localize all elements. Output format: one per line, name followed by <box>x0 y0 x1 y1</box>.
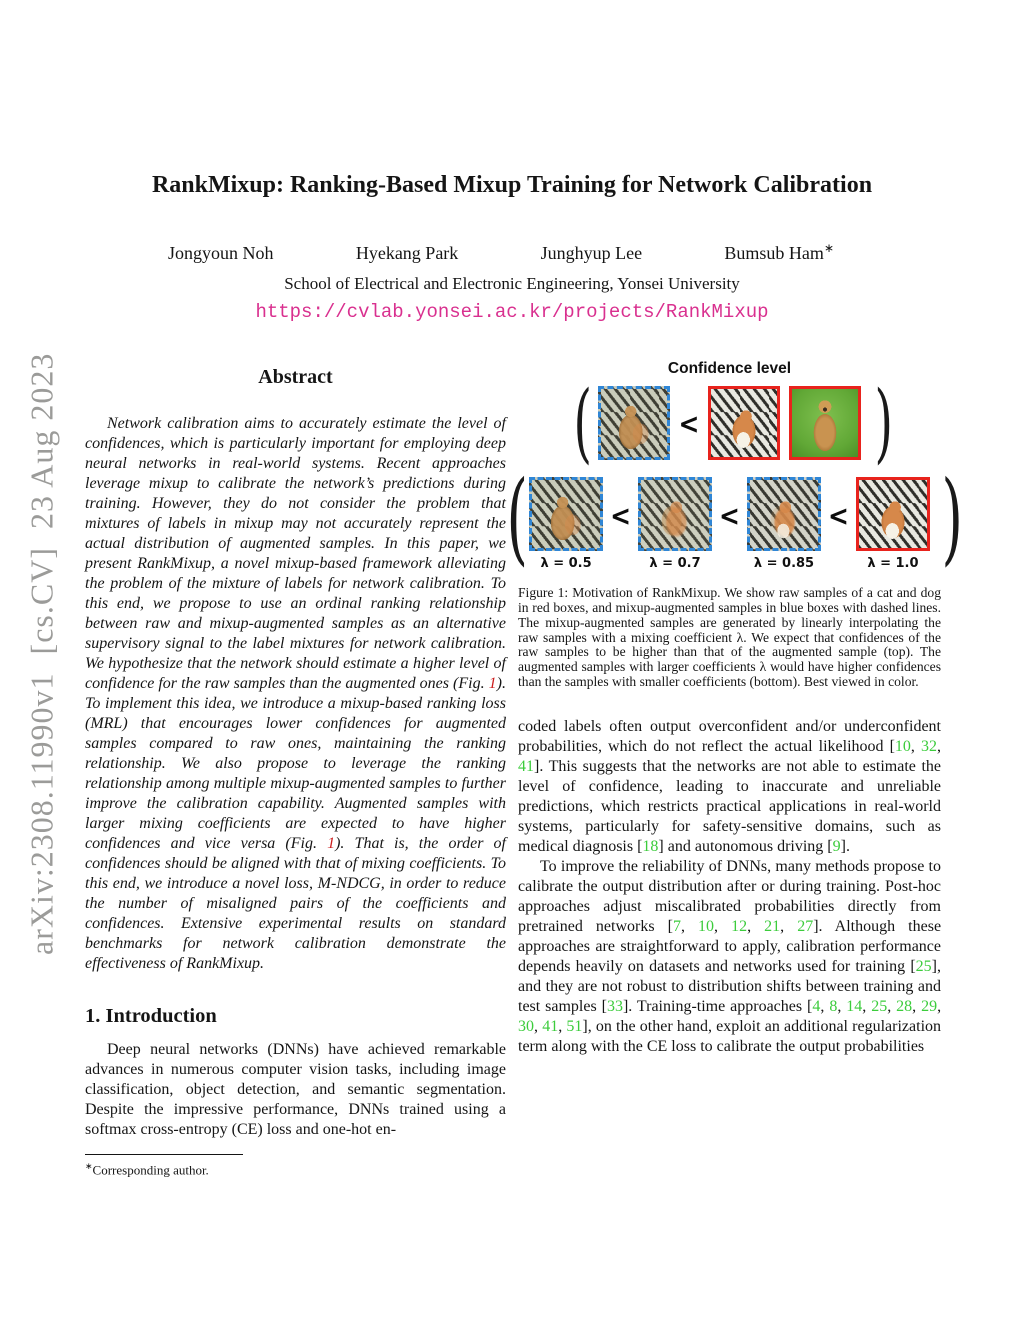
project-url-link[interactable]: https://cvlab.yonsei.ac.kr/projects/RankMixup <box>255 301 769 323</box>
body-paragraph-2: To improve the reliability of DNNs, many methods propose to calibrate the output distribution after or during training. Post-hoc approaches adjust miscalibrated probabilities directly from pretrained networks [7, 10, 12, 21, 27]. Although these approaches are straightforward to apply, calibration performance depends heavily on datasets and networks used for training [25], and they are not robust to distribution shifts between training and test samples [33]. Training-time approaches [4, 8, 14, 25, 28, 29, 30, 41, 51], on the other hand, exploit an additional regularization term along with the CE loss to calibrate the output probabilities <box>518 858 942 1056</box>
sample-cell-lambda-085 <box>747 477 821 571</box>
arxiv-stamp: arXiv:2308.11990v1 [cs.CV] 23 Aug 2023 <box>23 352 60 956</box>
raw-cat-photo <box>708 386 780 460</box>
close-paren: ) <box>941 458 963 576</box>
less-than-icon: < <box>678 406 700 441</box>
less-than-icon: < <box>719 498 740 533</box>
mixup-sample-photo-lambda-07 <box>638 477 712 551</box>
author-2: Hyekang Park <box>355 243 459 263</box>
open-paren: ( <box>573 373 592 473</box>
footnote-rule <box>85 1154 243 1155</box>
footnote <box>85 1154 506 1178</box>
sample-cell-lambda-10 <box>856 477 930 571</box>
figure-caption: Figure 1: Motivation of RankMixup. We show raw samples of a cat and dog in red boxes, and mixup-augmented samples in blue boxes with dashed lines. The mixup-augmented samples are generated by linearly interpolating the raw samples with a mixing coefficient λ. We expect that confidences of the raw samples to be higher than that of the augmented sample (top). The augmented samples with larger coefficients λ would have higher confidences than the samples with smaller coefficients (bottom). Best viewed in color. <box>518 584 941 690</box>
paper-title: RankMixup: Ranking-Based Mixup Training for Network Calibration <box>151 172 873 198</box>
authors-row <box>168 241 834 264</box>
mixup-sample-photo-lambda-085 <box>747 477 821 551</box>
sample-cell-lambda-07 <box>638 477 712 571</box>
raw-cat-photo-lambda-10 <box>856 477 930 551</box>
lambda-label: λ = 0.7 <box>649 555 701 571</box>
intro-paragraph: Deep neural networks (DNNs) have achieved remarkable advances in numerous computer vision tasks, including image classification, object detection, and semantic segmentation. Despite the impressive performance, DNNs trained using a softmax cross-entropy (CE) loss and one-hot en- <box>85 1041 506 1138</box>
body-paragraph-1: coded labels often output overconfident and/or underconfident probabilities, which do not reflect the actual likelihood [10, 32, 41]. This suggests that the networks are not able to estimate the level of confidence, leading to inaccurate and unreliable predictions, which restricts practical applications in real-world systems, particularly for safety-sensitive domains, such as medical diagnosis [18] and autonomous driving [9]. <box>518 718 941 856</box>
right-column <box>506 360 963 1057</box>
figure-top-row <box>518 373 941 473</box>
close-paren: ) <box>874 373 894 473</box>
lambda-label: λ = 0.5 <box>540 555 592 571</box>
author-1: Jongyoun Noh <box>168 243 274 263</box>
footnote-mark: ∗ <box>85 1161 93 1171</box>
raw-dog-photo <box>789 386 861 460</box>
footnote-text: ∗Corresponding author. <box>85 1161 209 1178</box>
affiliation: School of Electrical and Electronic Engineering, Yonsei University <box>284 274 740 293</box>
abstract-heading: Abstract <box>258 366 333 388</box>
figure-title: Confidence level <box>667 360 792 377</box>
less-than-icon: < <box>610 498 632 533</box>
lambda-label: λ = 1.0 <box>867 555 919 571</box>
mixup-augmented-sample-photo <box>598 386 670 460</box>
author-4: Bumsub Ham∗ <box>724 241 834 263</box>
mixup-sample-photo-lambda-05 <box>529 477 603 551</box>
open-paren: ( <box>506 458 529 576</box>
abstract-paragraph: Network calibration aims to accurately estimate the level of confidences, which is particularly important for employing deep neural networks in real-world systems. Recent approaches leverage mixup to calibrate the network’s predictions during training. However, they do not consider the problem that mixtures of labels in mixup may not accurately represent the actual distribution of augmented samples. In this paper, we present RankMixup, a novel mixup-based framework alleviating the problem of the mixture of labels for network calibration. To this end, we propose to use an ordinal ranking relationship between raw and mixup-augmented samples as an alternative supervisory signal to the label mixtures for network calibration. We hypothesize that the network should estimate a higher level of confidence for the raw samples than the augmented ones (Fig. 1). To implement this idea, we introduce a mixup-based ranking loss (MRL) that encourages lower confidences for augmented samples compared to raw ones, maintaining the ranking relationship. We also propose to leverage the ranking relationship among multiple mixup-augmented samples to further improve the calibration capability. Augmented samples with larger mixing coefficients are expected to have higher confidences and vice versa (Fig. 1). That is, the order of confidences should be aligned with that of mixing coefficients. To this end, we introduce a novel loss, M-NDCG, in order to reduce the number of misaligned pairs of the coefficients and confidences. Extensive experimental results on standard benchmarks for network calibration demonstrate the effectiveness of RankMixup. <box>85 415 507 972</box>
author-3: Junghyup Lee <box>540 243 643 263</box>
less-than-icon: < <box>827 498 849 533</box>
sample-cell-lambda-05 <box>529 477 603 571</box>
left-column <box>85 366 506 1178</box>
figure-1 <box>506 360 963 690</box>
figure-bottom-row <box>506 458 963 576</box>
section-heading-introduction: 1. Introduction <box>85 1005 217 1027</box>
lambda-label: λ = 0.85 <box>753 555 815 571</box>
